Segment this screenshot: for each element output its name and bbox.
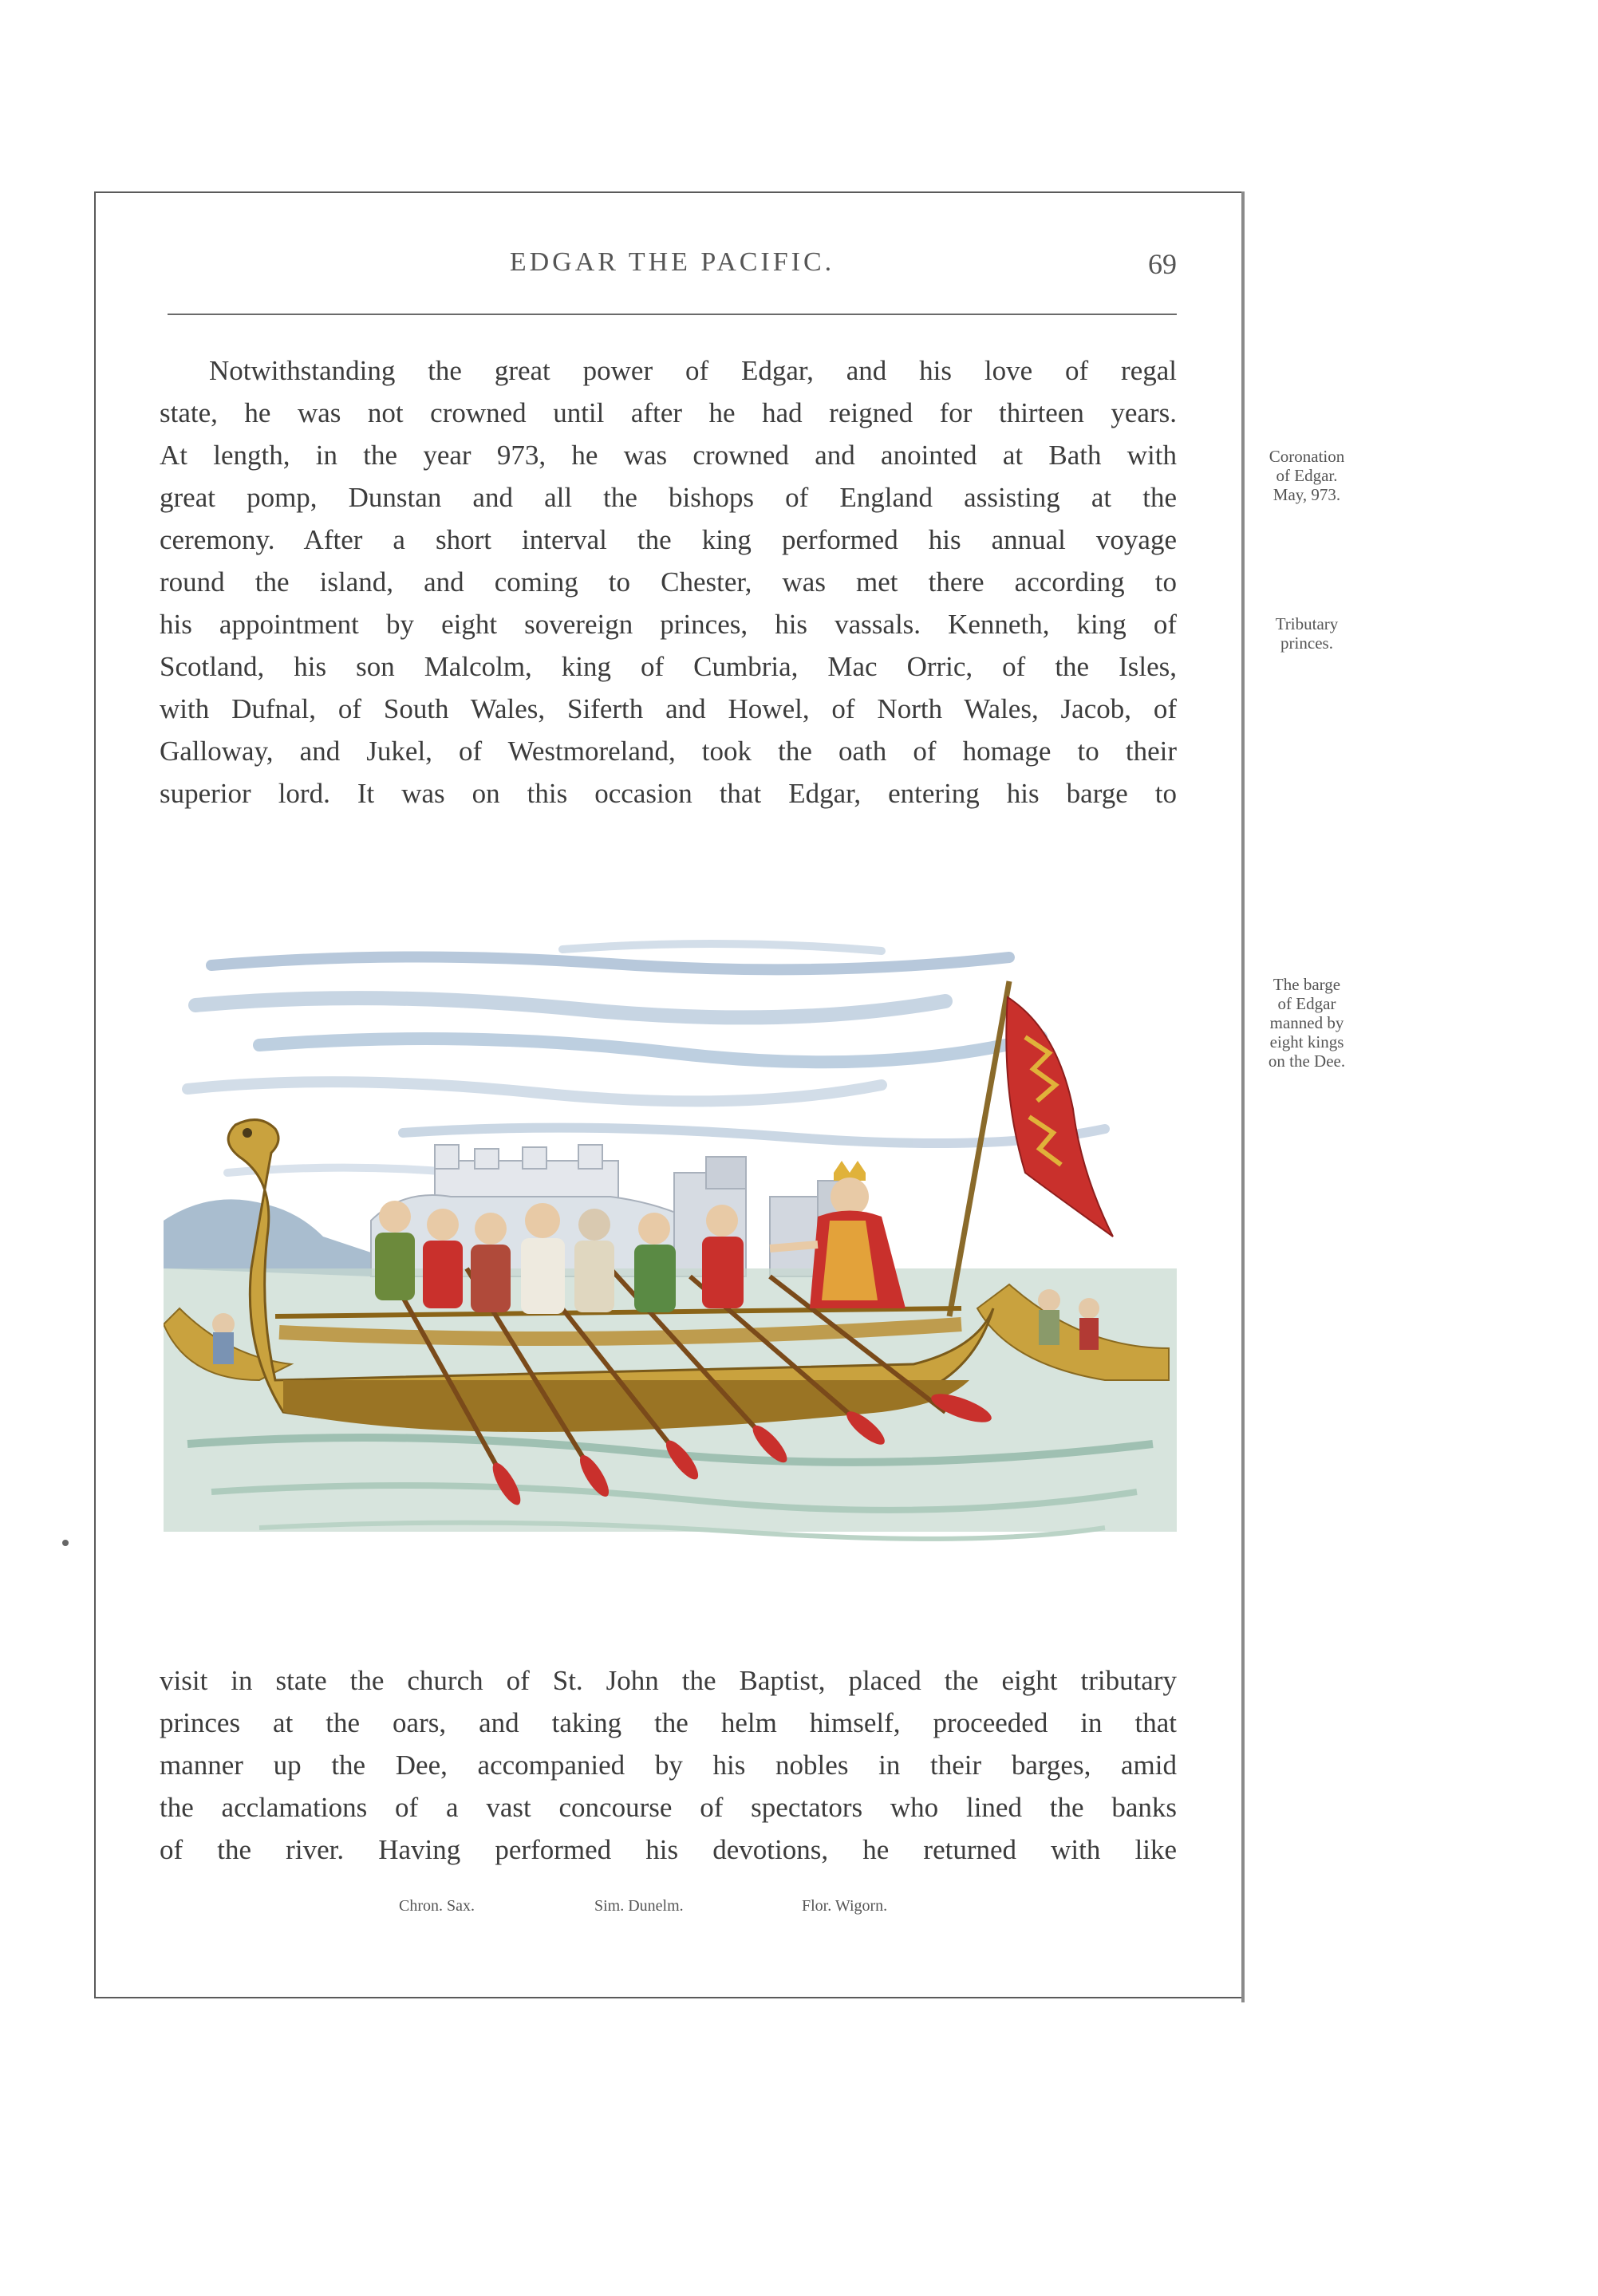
- body-text-bottom: [160, 1659, 1177, 1871]
- text-line: state, he was not crowned until after he had reigned for thirteen years.: [160, 397, 1177, 428]
- margin-note-line: on the Dee.: [1268, 1051, 1346, 1071]
- margin-note-line: eight kings: [1269, 1032, 1344, 1051]
- footnotes: [160, 1897, 1177, 1921]
- text-line: great pomp, Dunstan and all the bishops of England assisting at the: [160, 482, 1177, 513]
- text-line: ceremony. After a short interval the king performed his annual voyage: [160, 524, 1177, 555]
- margin-note-line: Tributary: [1275, 614, 1339, 633]
- margin-note-line: of Edgar.: [1276, 466, 1338, 485]
- text-line: At length, in the year 973, he was crowned and anointed at Bath with: [160, 440, 1177, 471]
- page-number: 69: [1148, 248, 1177, 280]
- text-line: princes at the oars, and taking the helm himself, proceeded in that: [160, 1707, 1177, 1738]
- body-text-top: [160, 349, 1177, 815]
- margin-note-line: princes.: [1280, 633, 1333, 653]
- footnote-flor-wigorn: Flor. Wigorn.: [802, 1897, 888, 1915]
- text-line: visit in state the church of St. John the Baptist, placed the eight tributary: [160, 1665, 1177, 1696]
- margin-note-line: manned by: [1269, 1013, 1344, 1032]
- margin-note-line: The barge: [1272, 975, 1341, 994]
- text-line: Notwithstanding the great power of Edgar, and his love of regal: [209, 355, 1177, 386]
- text-line: his appointment by eight sovereign princes, his vassals. Kenneth, king of: [160, 609, 1177, 640]
- text-line: round the island, and coming to Chester, was met there according to: [160, 566, 1177, 598]
- margin-note-line: May, 973.: [1272, 485, 1341, 504]
- text-line: of the river. Having performed his devotions, he returned with like: [160, 1834, 1177, 1865]
- footnote-chron-sax: Chron. Sax.: [399, 1897, 475, 1915]
- running-title: EDGAR THE PACIFIC.: [509, 247, 835, 277]
- margin-note-barge: [1251, 975, 1363, 1071]
- footnote-sim-dunelm: Sim. Dunelm.: [594, 1897, 684, 1915]
- text-line: manner up the Dee, accompanied by his nobles in their barges, amid: [160, 1750, 1177, 1781]
- mast: [949, 981, 1009, 1316]
- text-line: Scotland, his son Malcolm, king of Cumbria, Mac Orric, of the Isles,: [160, 651, 1177, 682]
- sky-clouds: [187, 944, 1105, 1177]
- margin-note-tributary: [1251, 614, 1363, 653]
- header-rule: [168, 314, 1177, 315]
- text-line: superior lord. It was on this occasion that Edgar, entering his barge to: [160, 778, 1177, 809]
- margin-note-line: of Edgar: [1277, 994, 1336, 1013]
- running-head: [168, 247, 1177, 287]
- barge-of-edgar-illustration: [164, 933, 1177, 1556]
- text-line: the acclamations of a vast concourse of spectators who lined the banks: [160, 1792, 1177, 1823]
- ink-speck: [62, 1540, 69, 1546]
- text-line: Galloway, and Jukel, of Westmoreland, took the oath of homage to their: [160, 736, 1177, 767]
- banner: [1006, 997, 1113, 1237]
- text-line: with Dufnal, of South Wales, Siferth and Howel, of North Wales, Jacob, of: [160, 693, 1177, 724]
- margin-note-line: Coronation: [1269, 447, 1345, 466]
- page-frame-edge: [1241, 191, 1245, 2002]
- margin-note-coronation: [1251, 447, 1363, 504]
